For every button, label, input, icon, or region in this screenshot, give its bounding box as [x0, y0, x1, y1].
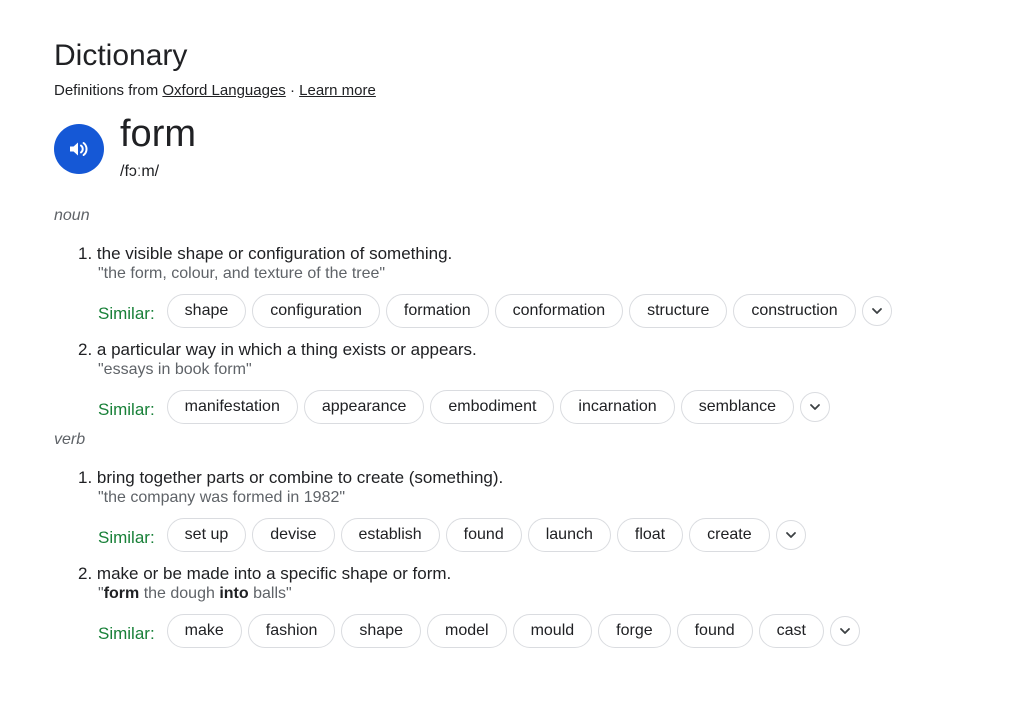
similar-chip[interactable]: model: [427, 614, 507, 648]
source-separator: ·: [289, 82, 295, 99]
similar-label: Similar:: [98, 528, 155, 547]
sense-number: 2.: [78, 564, 93, 583]
definition: [78, 468, 994, 488]
similar-chip[interactable]: mould: [513, 614, 593, 648]
example-keyword: into: [219, 585, 249, 602]
similar-chip[interactable]: shape: [341, 614, 421, 648]
dictionary-card: [54, 38, 994, 648]
example-sentence: "essays in book form": [98, 361, 252, 378]
similar-chip[interactable]: conformation: [495, 294, 624, 328]
similar-chip[interactable]: found: [677, 614, 753, 648]
definition: [78, 340, 994, 360]
similar-words-row: [98, 614, 994, 648]
headword: form: [120, 113, 196, 155]
oxford-languages-link[interactable]: Oxford Languages: [162, 82, 286, 99]
similar-chip[interactable]: appearance: [304, 390, 425, 424]
similar-words-row: [98, 518, 994, 552]
sense-number: 1.: [78, 244, 93, 263]
similar-chip[interactable]: structure: [629, 294, 727, 328]
part-of-speech-noun: noun: [54, 207, 90, 224]
definition-text: a particular way in which a thing exists or appears.: [96, 340, 477, 359]
similar-chip[interactable]: shape: [167, 294, 247, 328]
sense-number: 1.: [78, 468, 93, 487]
example-fragment: balls": [248, 585, 292, 602]
example-fragment: the dough: [139, 585, 220, 602]
verb-sense-1: [78, 468, 994, 552]
similar-chip[interactable]: establish: [341, 518, 440, 552]
similar-label: Similar:: [98, 624, 155, 643]
chevron-down-icon: [808, 400, 822, 414]
similar-words-row: [98, 390, 994, 424]
definition-text: the visible shape or configuration of something.: [96, 244, 453, 263]
similar-chip[interactable]: launch: [528, 518, 611, 552]
example-sentence: "the form, colour, and texture of the tree": [98, 265, 386, 282]
expand-similar-button[interactable]: [776, 520, 806, 550]
chevron-down-icon: [784, 528, 798, 542]
similar-chip[interactable]: semblance: [681, 390, 794, 424]
verb-sense-2: [78, 564, 994, 648]
headword-row: [54, 113, 994, 194]
example-sentence: [98, 584, 994, 604]
definition: [78, 244, 994, 264]
definition: [78, 564, 994, 584]
noun-sense-2: [78, 340, 994, 424]
similar-chip[interactable]: embodiment: [430, 390, 554, 424]
part-of-speech-verb: verb: [54, 431, 86, 448]
similar-chip[interactable]: incarnation: [560, 390, 674, 424]
sense-number: 2.: [78, 340, 93, 359]
expand-similar-button[interactable]: [800, 392, 830, 422]
similar-chip[interactable]: create: [689, 518, 769, 552]
similar-chip[interactable]: formation: [386, 294, 489, 328]
example-headword: form: [103, 585, 140, 602]
similar-chip[interactable]: configuration: [252, 294, 380, 328]
similar-chip[interactable]: fashion: [248, 614, 336, 648]
definition-text: make or be made into a specific shape or form.: [96, 564, 452, 583]
similar-chip[interactable]: make: [167, 614, 242, 648]
pronunciation-audio-button[interactable]: [54, 124, 104, 174]
source-prefix: Definitions from: [54, 82, 159, 99]
similar-words-row: [98, 294, 994, 328]
similar-chip[interactable]: devise: [252, 518, 334, 552]
similar-chip[interactable]: set up: [167, 518, 247, 552]
learn-more-link[interactable]: Learn more: [299, 82, 376, 99]
noun-sense-1: [78, 244, 994, 328]
similar-chip[interactable]: manifestation: [167, 390, 298, 424]
similar-chip[interactable]: construction: [733, 294, 855, 328]
example-fragment: ": [98, 585, 104, 602]
page-title: Dictionary: [54, 39, 188, 72]
source-line: [54, 82, 994, 100]
similar-label: Similar:: [98, 304, 155, 323]
expand-similar-button[interactable]: [830, 616, 860, 646]
phonetic-spelling: /fɔːm/: [120, 163, 160, 180]
similar-chip[interactable]: cast: [759, 614, 824, 648]
similar-chip[interactable]: float: [617, 518, 683, 552]
chevron-down-icon: [838, 624, 852, 638]
similar-label: Similar:: [98, 400, 155, 419]
similar-chip[interactable]: found: [446, 518, 522, 552]
chevron-down-icon: [870, 304, 884, 318]
definition-text: bring together parts or combine to create (something).: [96, 468, 504, 487]
expand-similar-button[interactable]: [862, 296, 892, 326]
example-sentence: "the company was formed in 1982": [98, 489, 346, 506]
similar-chip[interactable]: forge: [598, 614, 670, 648]
speaker-icon: [67, 137, 91, 161]
